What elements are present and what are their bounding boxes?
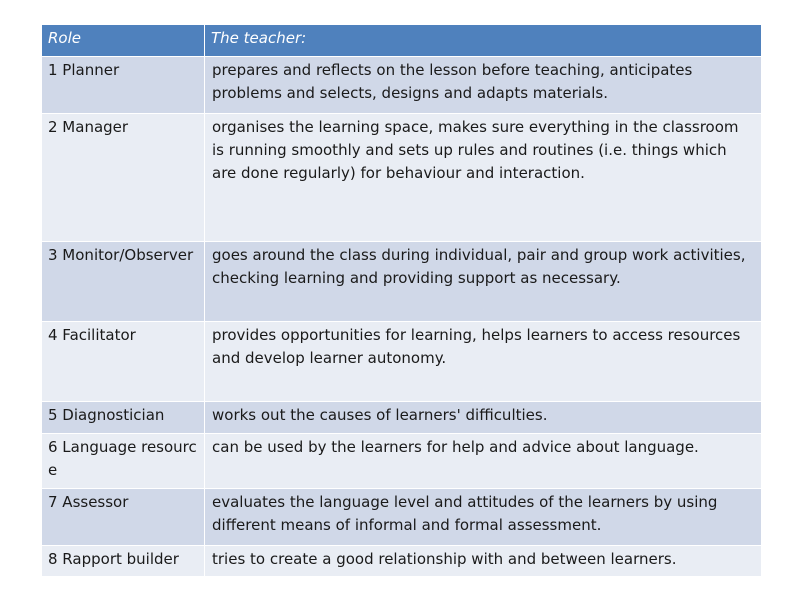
role-cell: 6 Language resource [42,434,205,489]
table-row [42,546,762,577]
table-header [42,25,762,57]
table-row [42,489,762,546]
description-cell: organises the learning space, makes sure everything in the classroom is running smoothly and sets up rules and routines (i.e. things which are done regularly) for behaviour and interaction. [205,114,762,242]
description-cell: evaluates the language level and attitudes of the learners by using different means of informal and formal assessment. [205,489,762,546]
role-cell: 1 Planner [42,57,205,114]
description-cell: works out the causes of learners' difficulties. [205,402,762,434]
table-row [42,322,762,402]
table-row [42,434,762,489]
table-row [42,242,762,322]
role-cell: 2 Manager [42,114,205,242]
header-row [42,25,762,57]
description-cell: provides opportunities for learning, helps learners to access resources and develop learner autonomy. [205,322,762,402]
description-cell: can be used by the learners for help and advice about language. [205,434,762,489]
role-cell: 5 Diagnostician [42,402,205,434]
role-cell: 4 Facilitator [42,322,205,402]
header-role: Role [42,25,205,57]
role-cell: 3 Monitor/Observer [42,242,205,322]
description-cell: tries to create a good relationship with and between learners. [205,546,762,577]
role-cell: 8 Rapport builder [42,546,205,577]
description-cell: prepares and reflects on the lesson before teaching, anticipates problems and selects, designs and adapts materials. [205,57,762,114]
table-row [42,57,762,114]
table-body [42,57,762,577]
table-row [42,114,762,242]
description-cell: goes around the class during individual, pair and group work activities, checking learning and providing support as necessary. [205,242,762,322]
roles-table [41,24,762,577]
role-cell: 7 Assessor [42,489,205,546]
header-teacher: The teacher: [205,25,762,57]
table-row [42,402,762,434]
